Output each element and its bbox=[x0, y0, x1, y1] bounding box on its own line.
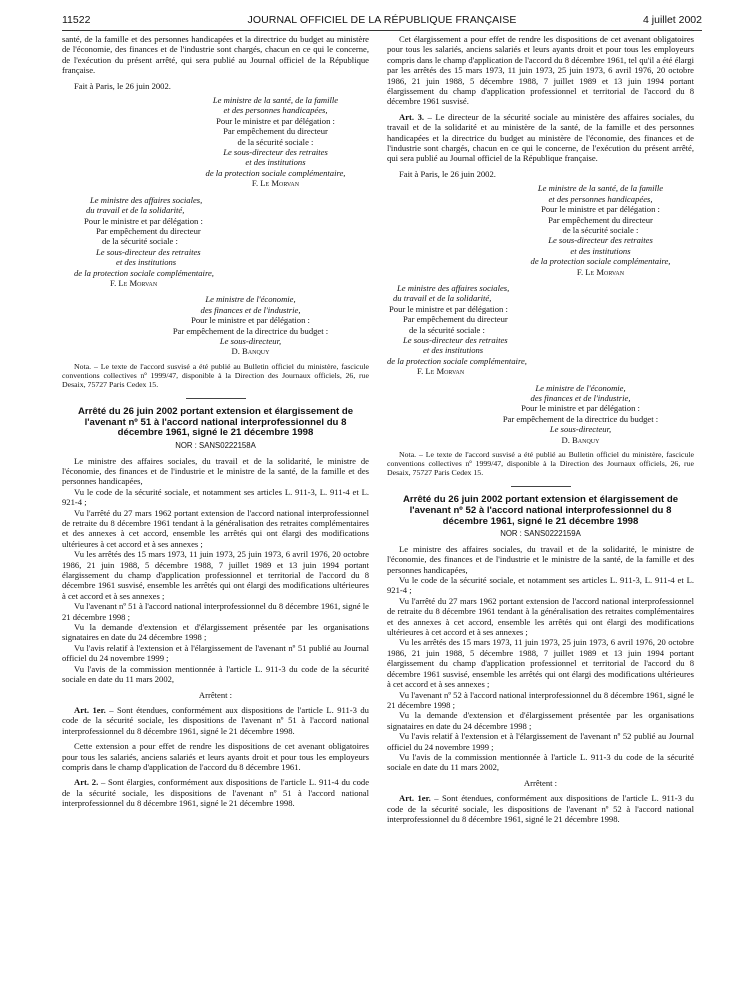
header-rule bbox=[62, 30, 702, 31]
sig-line: et des institutions bbox=[423, 345, 484, 356]
sig-line: et des personnes handicapées, bbox=[223, 105, 328, 116]
issue-date: 4 juillet 2002 bbox=[643, 14, 702, 26]
signatory-name: F. Le Morvan bbox=[417, 366, 465, 377]
sig-line: et des personnes handicapées, bbox=[548, 193, 653, 204]
arrete-title: Arrêté du 26 juin 2002 portant extension et élargissement de l'avenant nº 51 à l'accord national interprofessionnel du 8 décembre 1961, signé le 21 décembre 1998 bbox=[77, 405, 354, 439]
signatory-name: F. Le Morvan bbox=[576, 266, 625, 277]
sig-line: Le sous-directeur des retraites bbox=[223, 147, 328, 158]
visa-1: Vu le code de la sécurité sociale, et notamment ses articles L. 911-3, L. 911-4 et L. 921-4 ; bbox=[387, 575, 694, 596]
visa-6: Vu l'avis relatif à l'extension et à l'élargissement de l'avenant nº 51 publié au Journal officiel du 24 novembre 1999 ; bbox=[62, 642, 369, 664]
right-column bbox=[387, 34, 694, 824]
visa-7: Vu l'avis de la commission mentionnée à l'article L. 911-3 du code de la sécurité sociale en date du 11 mars 2002, bbox=[62, 663, 369, 685]
sig-line: Par empêchement du directeur bbox=[403, 314, 508, 325]
article-text: – Sont étendues, conformément aux dispositions de l'article L. 911-3 du code de la sécurité sociale, les dispositions de l'avenant nº 51 à l'accord national interprofessionnel du 8 décembre 1961, signé le 21 décembre 1998. bbox=[62, 704, 369, 736]
article-text: – Sont élargies, conformément aux dispositions de l'article L. 911-4 du code de la sécurité sociale, les dispositions de l'avenant nº 51 à l'accord national interprofessionnel du 8 décembre 1961, signé le 21 décembre 1998. bbox=[62, 777, 370, 809]
article-label: Art. 1er. bbox=[399, 793, 431, 804]
visa-4: Vu l'avenant nº 52 à l'accord national interprofessionnel du 8 décembre 1961, signé le 21 décembre 1998 ; bbox=[387, 689, 694, 710]
sig-line: et des institutions bbox=[116, 257, 177, 268]
signature-block-affaires-sociales bbox=[62, 195, 262, 289]
sig-line: Par empêchement de la directrice du budget : bbox=[172, 325, 329, 336]
sig-line: de la protection sociale complémentaire, bbox=[387, 355, 527, 366]
article-text: – Sont étendues, conformément aux dispositions de l'article L. 911-3 du code de la sécurité sociale, les dispositions de l'avenant nº 52 à l'accord national interprofessionnel du 8 décembre 1961, signé le 21 décembre 1998. bbox=[387, 793, 694, 824]
sig-line: Le ministre des affaires sociales, bbox=[397, 282, 510, 293]
sig-line: Le sous-directeur, bbox=[549, 424, 612, 435]
sig-line: des finances et de l'industrie, bbox=[530, 393, 631, 403]
nota-paragraph: Nota. – Le texte de l'accord susvisé a été publié au Bulletin officiel du ministère, fascicule conventions collectives nº 1999/47, disponible à la Direction des Journaux officiels, 26, rue Desaix, 75727 Paris Cedex 15. bbox=[387, 450, 694, 478]
sig-line: de la sécurité sociale : bbox=[562, 224, 639, 235]
section-separator bbox=[511, 486, 571, 487]
sig-line: de la protection sociale complémentaire, bbox=[205, 167, 346, 178]
sig-line: Pour le ministre et par délégation : bbox=[191, 315, 310, 326]
preamble: Le ministre des affaires sociales, du travail et de la solidarité, le ministre de l'économie, des finances et de l'industrie et le ministre de la santé, de la famille et des personnes handicapées, bbox=[62, 455, 369, 487]
intro-paragraph: santé, de la famille et des personnes handicapées et la directrice du budget au ministère de l'économie, des finances et de l'industrie sont chargés, chacun en ce qui le concerne, de l'exécution du présent arrêté, qui sera publié au Journal officiel de la République française. bbox=[62, 34, 369, 76]
sig-line: Pour le ministre et par délégation : bbox=[84, 215, 203, 226]
visa-2: Vu l'arrêté du 27 mars 1962 portant extension de l'accord national interprofessionnel de retraite du 8 décembre 1961 tendant à la généralisation des retraites complémentaires et des annexes à cet accord, ensemble les arrêtés qui ont élargi des modifications ultérieures à cet accord et à ses annexes ; bbox=[62, 507, 369, 549]
sig-line: Par empêchement du directeur bbox=[548, 214, 653, 225]
elargissement-paragraph: Cet élargissement a pour effet de rendre les dispositions de cet avenant obligatoires pour tous les salariés, anciens salariés et leurs ayants droit et pour tous les employeurs compris dans le champ d'application de l'accord du 8 décembre 1961, tel qu'il a été élargi par les arrêtés des 15 mars 1973, 11 juin 1973, 25 juin 1973, 6 avril 1976, 20 octobre 1986, 21 juin 1988, 5 décembre 1988, 7 juillet 1989 et 13 juin 1994 portant élargissement du champ d'application professionnel et territorial de l'accord du 8 décembre 1961 susvisé. bbox=[387, 34, 694, 107]
sig-line: Le sous-directeur des retraites bbox=[96, 246, 201, 257]
sig-line: Pour le ministre et par délégation : bbox=[541, 204, 660, 215]
signatory-name: F. Le Morvan bbox=[110, 277, 158, 288]
sig-line: Le sous-directeur des retraites bbox=[403, 334, 508, 345]
visa-3: Vu les arrêtés des 15 mars 1973, 11 juin 1973, 25 juin 1973, 6 avril 1976, 20 octobre 1986, 21 juin 1988, 5 décembre 1988, 7 juillet 1989 et 13 juin 1994 portant élargissement du champ d'application professionnel et territorial de l'accord du 8 décembre 1961 susvisé, ensemble les arrêtés qui ont élargi des modifications ultérieures à cet accord et à ses annexes ; bbox=[62, 549, 369, 601]
signature-block-affaires-sociales bbox=[387, 283, 587, 377]
fait-line: Fait à Paris, le 26 juin 2002. bbox=[399, 168, 496, 179]
visa-5: Vu la demande d'extension et d'élargissement présentée par les organisations signataires en date du 24 décembre 1998 ; bbox=[387, 710, 694, 731]
signatory-name: F. Le Morvan bbox=[251, 178, 300, 189]
signatory-name: D. Banquy bbox=[561, 434, 600, 445]
left-column bbox=[62, 34, 369, 809]
sig-line: de la sécurité sociale : bbox=[102, 236, 178, 247]
visa-5: Vu la demande d'extension et d'élargissement présentée par les organisations signataires en date du 24 décembre 1998 ; bbox=[62, 622, 369, 643]
sig-line: Le ministre de la santé, de la famille bbox=[537, 183, 664, 194]
journal-title: JOURNAL OFFICIEL DE LA RÉPUBLIQUE FRANÇAISE bbox=[247, 14, 517, 26]
sig-line: de la sécurité sociale : bbox=[409, 324, 485, 335]
sig-line: de la protection sociale complémentaire, bbox=[530, 256, 671, 267]
page-header bbox=[62, 14, 702, 28]
sig-line: Pour le ministre et par délégation : bbox=[521, 403, 640, 414]
visa-6: Vu l'avis relatif à l'extension et à l'élargissement de l'avenant nº 52 publié au Journal officiel du 24 novembre 1999 ; bbox=[387, 731, 694, 752]
sig-line: Le ministre de l'économie, bbox=[535, 382, 626, 393]
sig-line: Le ministre des affaires sociales, bbox=[90, 194, 203, 205]
signature-block-sante bbox=[182, 95, 369, 189]
nor-reference: NOR : SANS0222158A bbox=[175, 441, 256, 451]
signature-block-economie bbox=[132, 294, 369, 356]
article-label: Art. 2. bbox=[74, 777, 99, 788]
nota-paragraph: Nota. – Le texte de l'accord susvisé a été publié au Bulletin officiel du ministère, fascicule conventions collectives nº 1999/47, disponible à la Direction des Journaux officiels, 26, rue Desaix, 75727 Paris Cedex 15. bbox=[62, 361, 369, 389]
page-number: 11522 bbox=[62, 14, 91, 26]
visa-7: Vu l'avis de la commission mentionnée à l'article L. 911-3 du code de la sécurité sociale en date du 11 mars 2002, bbox=[387, 751, 694, 773]
sig-line: du travail et de la solidarité, bbox=[393, 293, 492, 304]
extension-paragraph: Cette extension a pour effet de rendre les dispositions de cet avenant obligatoires pour tous les salariés, anciens salariés et leurs ayants droit et pour tous les employeurs compris dans le champ d'application de l'accord du 8 décembre 1961. bbox=[62, 741, 369, 772]
visa-2: Vu l'arrêté du 27 mars 1962 portant extension de l'accord national interprofessionnel de retraite du 8 décembre 1961 tendant à la généralisation des retraites complémentaires et des annexes à cet accord, ensemble les arrêtés qui ont élargi des modifications ultérieures à cet accord et à ses annexes ; bbox=[387, 595, 694, 638]
fait-line: Fait à Paris, le 26 juin 2002. bbox=[74, 80, 171, 91]
sig-line: Par empêchement du directeur bbox=[223, 126, 328, 137]
sig-line: et des institutions bbox=[245, 157, 306, 168]
article-1 bbox=[62, 705, 369, 736]
sig-line: Par empêchement de la directrice du budget : bbox=[502, 413, 659, 424]
arrete-title: Arrêté du 26 juin 2002 portant extension et élargissement de l'avenant nº 52 à l'accord national interprofessionnel du 8 décembre 1961, signé le 21 décembre 1998 bbox=[402, 494, 679, 527]
article-2 bbox=[62, 777, 369, 808]
article-3 bbox=[387, 112, 694, 164]
arretent-heading: Arrêtent : bbox=[523, 777, 558, 788]
preamble: Le ministre des affaires sociales, du travail et de la solidarité, le ministre de l'économie, des finances et de l'industrie et le ministre de la santé, de la famille et des personnes handicapées, bbox=[387, 543, 694, 575]
sig-line: des finances et de l'industrie, bbox=[200, 304, 301, 315]
signature-block-sante bbox=[507, 183, 694, 277]
sig-line: de la sécurité sociale : bbox=[237, 136, 314, 147]
sig-line: Par empêchement du directeur bbox=[96, 225, 201, 236]
signatory-name: D. Banquy bbox=[231, 346, 270, 357]
sig-line: de la protection sociale complémentaire, bbox=[74, 267, 214, 278]
article-1 bbox=[387, 793, 694, 824]
visa-3: Vu les arrêtés des 15 mars 1973, 11 juin 1973, 25 juin 1973, 6 avril 1976, 20 octobre 1986, 21 juin 1988, 5 décembre 1988, 7 juillet 1989 et 13 juin 1994 portant élargissement du champ d'application professionnel et territorial de l'accord du 8 décembre 1961 susvisé, ensemble les arrêtés qui ont élargi des modifications ultérieures à cet accord et à ses annexes ; bbox=[387, 637, 694, 690]
sig-line: Pour le ministre et par délégation : bbox=[389, 303, 508, 314]
sig-line: du travail et de la solidarité, bbox=[86, 205, 185, 216]
visa-1: Vu le code de la sécurité sociale, et notamment ses articles L. 911-3, L. 911-4 et L. 921-4 ; bbox=[62, 486, 369, 508]
section-separator bbox=[186, 398, 246, 399]
article-label: Art. 1er. bbox=[74, 704, 106, 715]
sig-line: Le sous-directeur, bbox=[219, 335, 282, 346]
nor-reference: NOR : SANS0222159A bbox=[500, 529, 581, 539]
sig-line: et des institutions bbox=[570, 245, 631, 256]
article-label: Art. 3. bbox=[399, 111, 425, 122]
sig-line: Pour le ministre et par délégation : bbox=[216, 115, 335, 126]
sig-line: Le ministre de la santé, de la famille bbox=[212, 95, 339, 106]
article-text: – Le directeur de la sécurité sociale au ministère des affaires sociales, du travail et de la solidarité et au ministère de la santé, de la famille et des personnes handicapées et la directrice du budget au ministère de l'économie, des finances et de l'industrie sont chargés, chacun en ce qui le concerne, de l'exécution du présent arrêté, qui sera publié au Journal officiel de la République française. bbox=[387, 111, 695, 164]
signature-block-economie bbox=[467, 383, 694, 445]
visa-4: Vu l'avenant nº 51 à l'accord national interprofessionnel du 8 décembre 1961, signé le 21 décembre 1998 ; bbox=[62, 601, 369, 622]
sig-line: Le sous-directeur des retraites bbox=[548, 235, 653, 246]
arretent-heading: Arrêtent : bbox=[198, 689, 233, 700]
sig-line: Le ministre de l'économie, bbox=[205, 294, 296, 305]
